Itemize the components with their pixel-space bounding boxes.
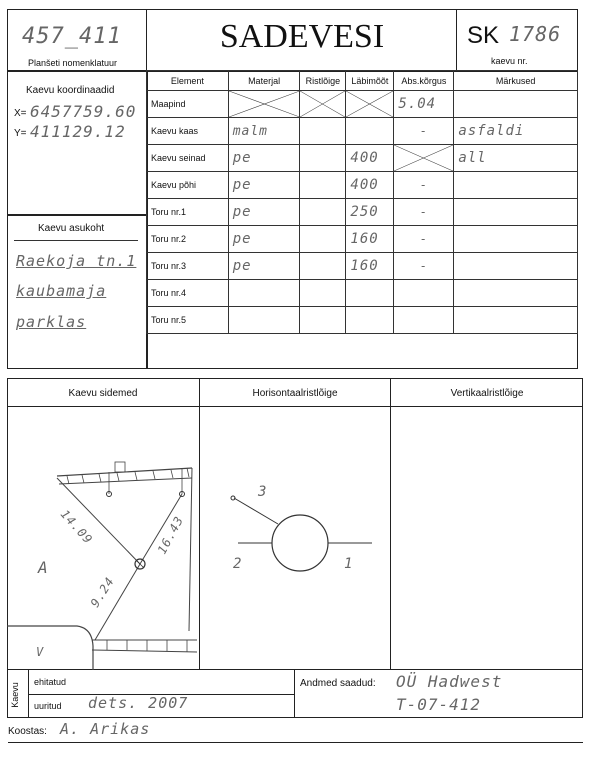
- table-row: [147, 145, 578, 172]
- table-row: [147, 226, 578, 253]
- data-source-value-1: OÜ Hadwest: [396, 672, 503, 691]
- row-note: all: [454, 145, 578, 172]
- row-material: pe: [228, 199, 300, 226]
- crossed-cell: [394, 145, 454, 172]
- nomenclature-label: Planšeti nomenklatuur: [28, 58, 118, 68]
- row-diameter: 160: [346, 226, 394, 253]
- nomenclature-cell: [7, 9, 147, 71]
- row-element: Maapind: [147, 91, 229, 118]
- sketch-col1-title: Kaevu sidemed: [68, 388, 138, 399]
- row-abs: -: [394, 118, 454, 145]
- row-material: malm: [228, 118, 300, 145]
- row-abs: -: [394, 199, 454, 226]
- row-abs: -: [394, 253, 454, 280]
- location-line-2: kaubamaja: [16, 282, 107, 300]
- location-divider: [7, 214, 147, 216]
- coord-y-value: 411129.12: [30, 122, 126, 141]
- nomenclature-value: 457_411: [22, 24, 122, 49]
- row-abs: -: [394, 226, 454, 253]
- location-underline: [14, 240, 138, 241]
- data-source-value-2: T-07-412: [396, 695, 482, 714]
- table-row: [147, 199, 578, 226]
- built-label: ehitatud: [34, 677, 67, 687]
- col-diameter: Läbimõõt: [346, 71, 394, 91]
- surveyed-label: uuritud: [34, 701, 62, 711]
- coord-y-label: Y=: [14, 128, 27, 139]
- row-diameter: 400: [346, 145, 394, 172]
- location-line-1: Raekoja tn.1: [16, 252, 137, 270]
- surveyed-value: dets. 2007: [88, 694, 189, 712]
- row-note: asfaldi: [454, 118, 578, 145]
- compiled-underline: [8, 742, 583, 743]
- row-abs: -: [394, 172, 454, 199]
- sketch-col2-title: Horisontaalristlõige: [252, 388, 338, 399]
- row-element: Toru nr.5: [147, 307, 229, 334]
- col-notes: Märkused: [454, 71, 578, 91]
- row-material: pe: [228, 226, 300, 253]
- compiled-value: A. Arikas: [60, 720, 151, 738]
- row-material: pe: [228, 253, 300, 280]
- coord-x-label: X=: [14, 108, 27, 119]
- col-material: Materjal: [228, 71, 300, 91]
- pipe-label-3: 3: [258, 484, 268, 500]
- table-row: [147, 172, 578, 199]
- footer-side-label: Kaevu: [9, 682, 20, 708]
- row-diameter: 250: [346, 199, 394, 226]
- sketch-col-divider-2: [390, 378, 391, 670]
- table-row: [147, 253, 578, 280]
- table-row: [147, 118, 578, 145]
- row-element: Toru nr.4: [147, 280, 229, 307]
- table-row: [147, 280, 578, 307]
- sk-prefix: SK: [467, 22, 500, 49]
- tie-distance-2: 16.43: [154, 513, 187, 557]
- crossed-cell: [300, 91, 346, 118]
- row-material: pe: [228, 145, 300, 172]
- footer-mid-divider: [294, 670, 295, 718]
- tie-distance-1: 14.09: [57, 507, 96, 547]
- area-label-a: A: [38, 558, 49, 577]
- row-element: Kaevu kaas: [147, 118, 229, 145]
- location-label: Kaevu asukoht: [38, 223, 105, 234]
- row-element: Toru nr.1: [147, 199, 229, 226]
- row-note: [454, 91, 578, 118]
- row-element: Toru nr.3: [147, 253, 229, 280]
- col-abs-height: Abs.kõrgus: [394, 71, 454, 91]
- tie-distance-3: 9.24: [87, 574, 118, 610]
- table-row: [147, 307, 578, 334]
- data-source-label: Andmed saadud:: [300, 678, 376, 689]
- well-no-label: kaevu nr.: [491, 56, 528, 66]
- row-element: Toru nr.2: [147, 226, 229, 253]
- table-row: [147, 91, 578, 118]
- row-material: pe: [228, 172, 300, 199]
- row-element: Kaevu seinad: [147, 145, 229, 172]
- col-section: Ristlõige: [300, 71, 346, 91]
- elements-table: [146, 70, 578, 334]
- compiled-label: Koostas:: [8, 726, 47, 737]
- row-abs: 5.04: [394, 91, 454, 118]
- area-label-v: V: [36, 645, 45, 659]
- coords-label: Kaevu koordinaadid: [26, 85, 115, 96]
- crossed-cell: [228, 91, 300, 118]
- sketch-col3-title: Vertikaalristlõige: [450, 388, 524, 399]
- location-line-3: parklas: [16, 313, 87, 331]
- pipe-label-1: 1: [344, 556, 354, 572]
- doc-title: SADEVESI: [219, 18, 385, 55]
- sk-number: 1786: [509, 22, 562, 46]
- coord-x-value: 6457759.60: [30, 102, 137, 121]
- horizontal-section-sketch: [200, 406, 390, 670]
- well-number-cell: [456, 9, 578, 71]
- row-diameter: 400: [346, 172, 394, 199]
- col-element: Element: [147, 71, 229, 91]
- row-diameter: 160: [346, 253, 394, 280]
- pipe-label-2: 2: [233, 556, 243, 572]
- crossed-cell: [346, 91, 394, 118]
- row-element: Kaevu põhi: [147, 172, 229, 199]
